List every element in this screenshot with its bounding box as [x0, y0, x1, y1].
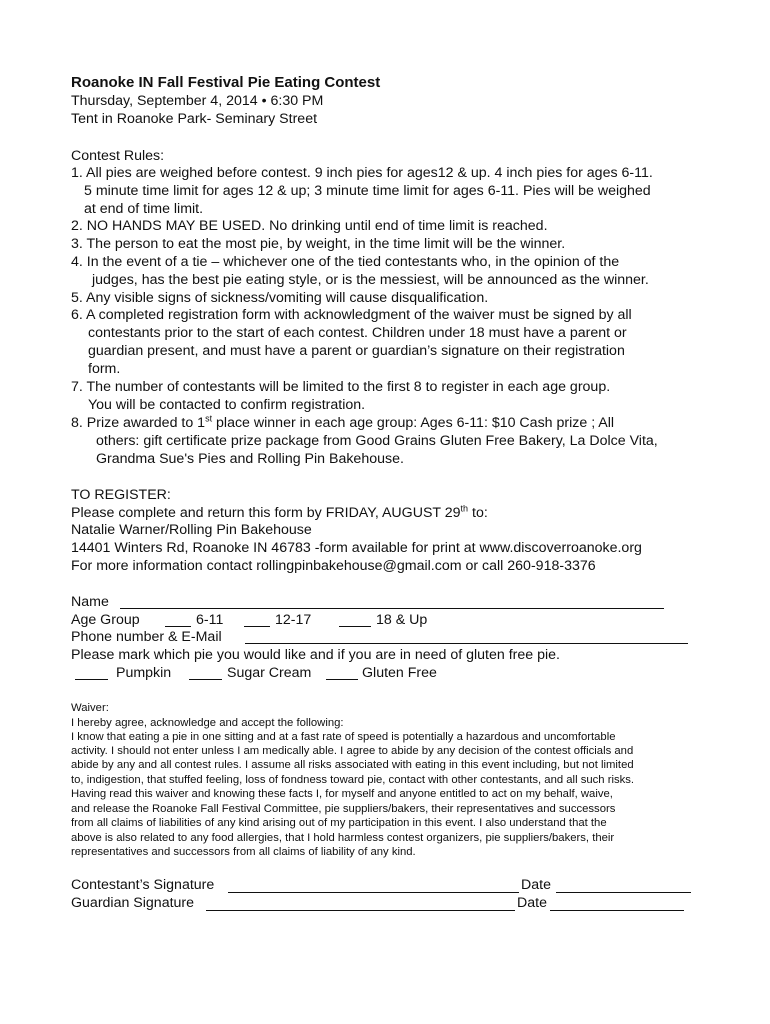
rule-1-line-3: at end of time limit.: [84, 201, 204, 217]
rule-7-line-2: You will be contacted to confirm registration.: [88, 397, 366, 413]
gluten-free-blank[interactable]: [326, 679, 358, 680]
pie-option-gluten-free: Gluten Free: [362, 665, 437, 681]
rule-1-line-2: 5 minute time limit for ages 12 & up; 3 minute time limit for ages 6-11. Pies will be weighed: [84, 183, 651, 199]
phone-email-label: Phone number & E-Mail: [71, 629, 222, 645]
waiver-line-6: Having read this waiver and knowing these facts I, for myself and anyone entitled to act on my behalf, waive,: [71, 788, 613, 800]
rule-4-line-2: judges, has the best pie eating style, or is the messiest, will be announced as the winner.: [92, 272, 649, 288]
rule-8-text-a: 8. Prize awarded to 1: [71, 415, 206, 431]
age-group-label: Age Group: [71, 612, 140, 628]
name-field[interactable]: [120, 608, 664, 609]
age-6-11-blank[interactable]: [165, 626, 191, 627]
waiver-line-4: abide by any and all contest rules. I assume all risks associated with eating in this event including, but not limited: [71, 759, 634, 771]
rule-4-line-1: 4. In the event of a tie – whichever one of the tied contestants who, in the opinion of the: [71, 254, 620, 270]
register-text-b: to:: [468, 505, 488, 521]
contestant-date-field[interactable]: [556, 892, 691, 893]
waiver-line-5: to, indigestion, that stuffed feeling, loss of fondness toward pie, contact with other contestants, and all such risks.: [71, 774, 635, 786]
contestant-date-label: Date: [521, 877, 551, 893]
register-contact-info: For more information contact rollingpinbakehouse@gmail.com or call 260-918-3376: [71, 558, 596, 574]
age-option-6-11: 6-11: [196, 612, 224, 628]
age-18-up-blank[interactable]: [339, 626, 371, 627]
rule-1-line-1: 1. All pies are weighed before contest. 9 inch pies for ages12 & up. 4 inch pies for ages 6-11.: [71, 165, 653, 181]
rule-6-line-2: contestants prior to the start of each contest. Children under 18 must have a parent or: [88, 325, 627, 341]
age-12-17-blank[interactable]: [244, 626, 270, 627]
register-line-1: [71, 505, 488, 522]
age-option-18-up: 18 & Up: [376, 612, 428, 628]
waiver-line-2: I know that eating a pie in one sitting and at a fast rate of speed is potentially a hazardous and uncomfortable: [71, 731, 616, 743]
register-heading: TO REGISTER:: [71, 487, 171, 503]
rule-7-line-1: 7. The number of contestants will be limited to the first 8 to register in each age group.: [71, 379, 611, 395]
register-address: 14401 Winters Rd, Roanoke IN 46783 -form available for print at www.discoverroanoke.org: [71, 540, 642, 556]
guardian-date-label: Date: [517, 895, 547, 911]
pie-prompt: Please mark which pie you would like and if you are in need of gluten free pie.: [71, 647, 560, 663]
guardian-signature-field[interactable]: [206, 910, 515, 911]
name-label: Name: [71, 594, 109, 610]
waiver-line-3: activity. I should not enter unless I am medically able. I agree to abide by any decision of the contest officials and: [71, 745, 634, 757]
event-date: Thursday, September 4, 2014 • 6:30 PM: [71, 93, 324, 109]
rule-8-line-1: [71, 415, 614, 432]
waiver-line-10: representatives and successors from all claims of liability of any kind.: [71, 846, 416, 858]
rule-5: 5. Any visible signs of sickness/vomiting will cause disqualification.: [71, 290, 489, 306]
register-text-a: Please complete and return this form by FRIDAY, AUGUST 29: [71, 505, 461, 521]
pumpkin-blank[interactable]: [75, 679, 108, 680]
sugar-cream-blank[interactable]: [189, 679, 222, 680]
event-location: Tent in Roanoke Park- Seminary Street: [71, 111, 318, 127]
phone-email-field[interactable]: [245, 643, 688, 644]
rule-8-line-3: Grandma Sue's Pies and Rolling Pin Bakehouse.: [96, 451, 404, 467]
waiver-line-1: I hereby agree, acknowledge and accept the following:: [71, 717, 344, 729]
rules-heading: Contest Rules:: [71, 148, 165, 164]
rule-6-line-1: 6. A completed registration form with acknowledgment of the waiver must be signed by all: [71, 307, 632, 323]
guardian-date-field[interactable]: [550, 910, 684, 911]
contestant-signature-label: Contestant’s Signature: [71, 877, 215, 893]
pie-option-pumpkin: Pumpkin: [116, 665, 172, 681]
contestant-signature-field[interactable]: [228, 892, 519, 893]
rule-6-line-3: guardian present, and must have a parent or guardian’s signature on their registration: [88, 343, 625, 359]
rule-8-line-2: others: gift certificate prize package from Good Grains Gluten Free Bakery, La Dolce Vita,: [96, 433, 658, 449]
waiver-line-7: and release the Roanoke Fall Festival Committee, pie suppliers/bakers, their representatives and successors: [71, 803, 616, 815]
waiver-line-8: from all claims of liabilities of any kind arising out of my participation in this event. I also understand that the: [71, 817, 607, 829]
rule-2: 2. NO HANDS MAY BE USED. No drinking until end of time limit is reached.: [71, 218, 548, 234]
age-option-12-17: 12-17: [275, 612, 312, 628]
rule-3: 3. The person to eat the most pie, by weight, in the time limit will be the winner.: [71, 236, 566, 252]
rule-8-text-b: place winner in each age group: Ages 6-11: $10 Cash prize ; All: [212, 415, 615, 431]
register-contact-name: Natalie Warner/Rolling Pin Bakehouse: [71, 522, 312, 538]
register-ordinal: th: [460, 503, 469, 514]
guardian-signature-label: Guardian Signature: [71, 895, 195, 911]
waiver-line-9: above is also related to any food allergies, that I hold harmless contest organizers, pie suppliers/bakers, their: [71, 832, 615, 844]
rule-6-line-4: form.: [88, 361, 121, 377]
waiver-heading: Waiver:: [71, 702, 109, 714]
rule-8-ordinal: st: [205, 413, 213, 424]
pie-option-sugar-cream: Sugar Cream: [227, 665, 312, 681]
page-title: Roanoke IN Fall Festival Pie Eating Contest: [71, 74, 381, 91]
